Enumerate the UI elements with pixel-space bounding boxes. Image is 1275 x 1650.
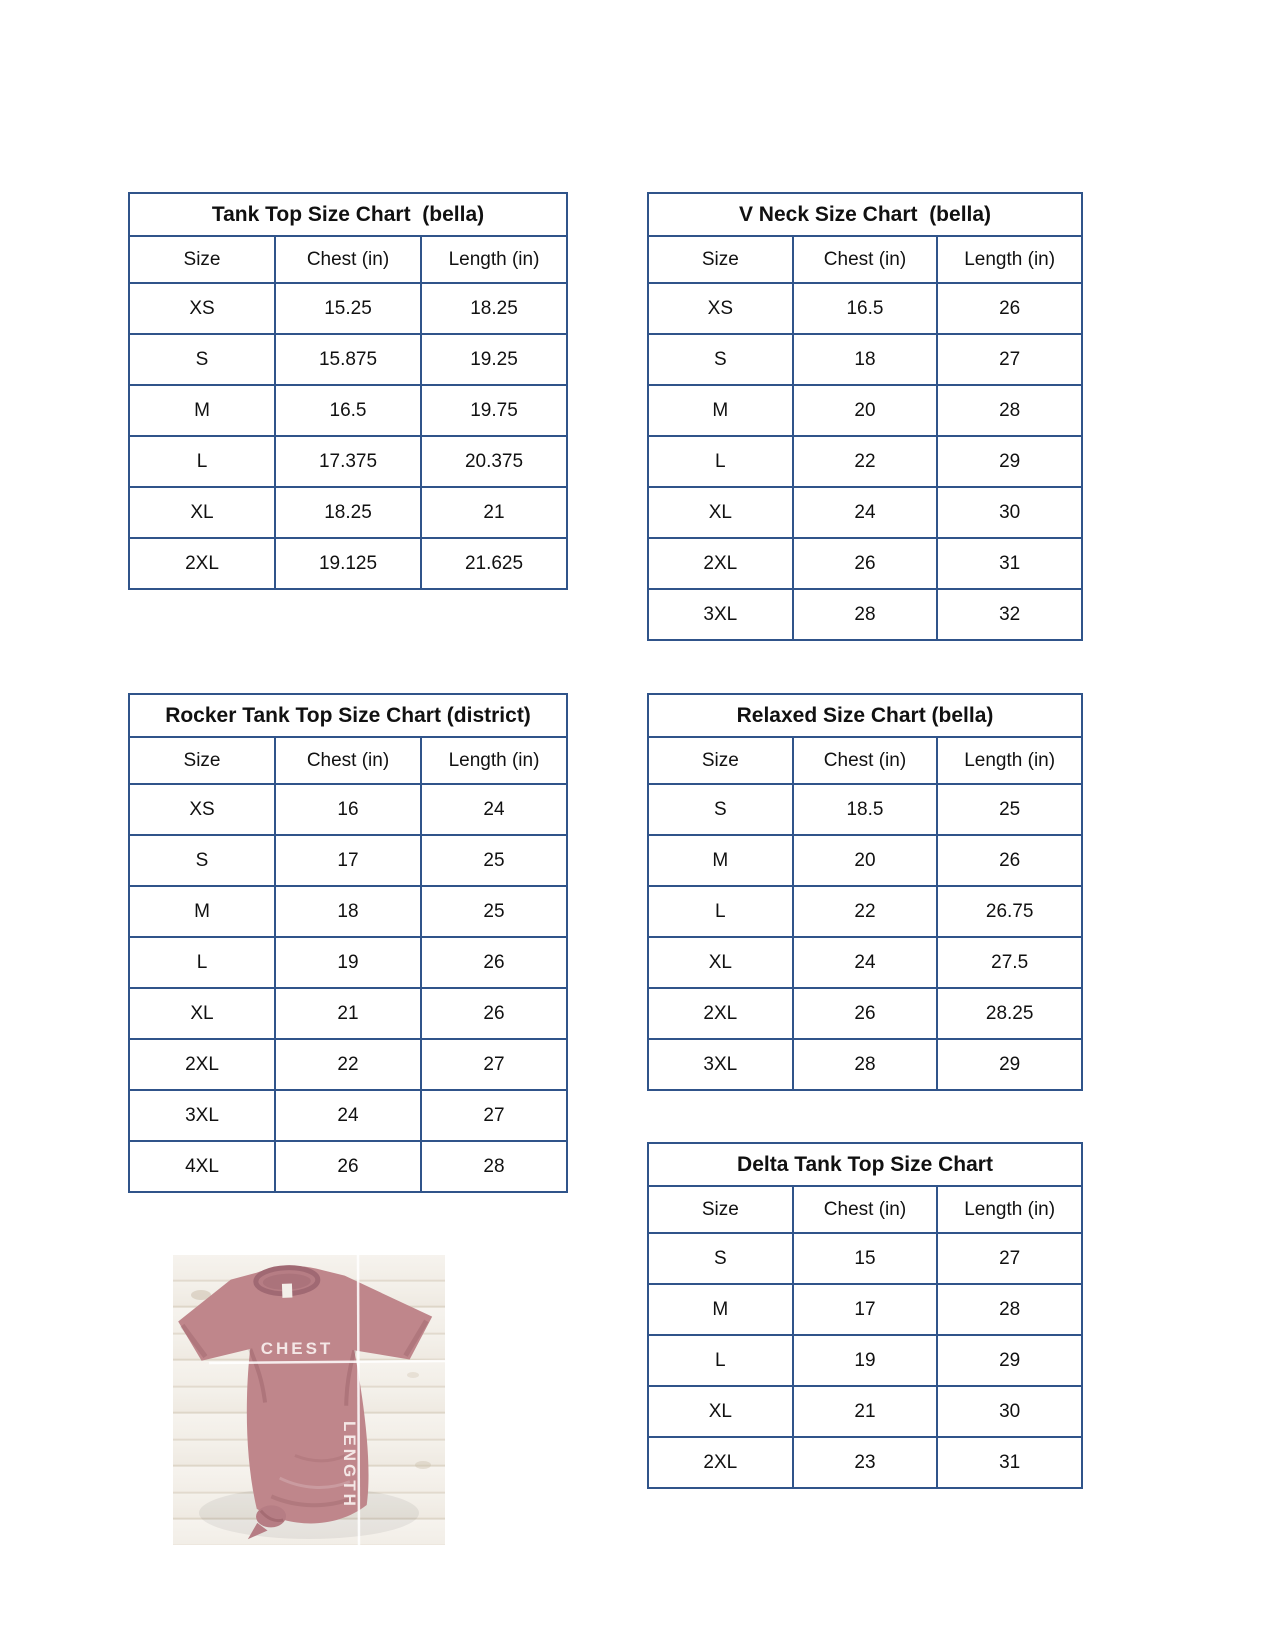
table-cell: 28.25	[937, 988, 1082, 1039]
table-cell: 21.625	[421, 538, 567, 589]
table-row	[129, 283, 567, 334]
table-cell: 2XL	[129, 1039, 275, 1090]
table-cell: 21	[793, 1386, 938, 1437]
relaxed-size-chart-title: Relaxed Size Chart (bella)	[648, 694, 1082, 737]
table-cell: 28	[937, 1284, 1082, 1335]
table-header-row	[648, 737, 1082, 784]
table-cell: 15	[793, 1233, 938, 1284]
table-row	[129, 487, 567, 538]
table-cell: XL	[129, 988, 275, 1039]
table-cell: 26	[421, 937, 567, 988]
table-cell: 15.25	[275, 283, 421, 334]
chest-label: CHEST	[260, 1339, 334, 1358]
table-title-row	[648, 1143, 1082, 1186]
length-label: LENGTH	[340, 1421, 359, 1509]
table-cell: L	[129, 937, 275, 988]
table-cell: 18.5	[793, 784, 938, 835]
table-cell: 18	[793, 334, 938, 385]
table-cell: 2XL	[129, 538, 275, 589]
table-row	[129, 784, 567, 835]
v-neck-size-chart-table	[647, 192, 1083, 641]
table-cell: 26	[793, 988, 938, 1039]
table-row	[648, 988, 1082, 1039]
table-cell: L	[129, 436, 275, 487]
table-cell: 29	[937, 1335, 1082, 1386]
table-header-row	[648, 1186, 1082, 1233]
table-cell: 27	[421, 1090, 567, 1141]
table-cell: 2XL	[648, 988, 793, 1039]
table-cell: 22	[793, 436, 938, 487]
rocker-tank-top-size-chart-title: Rocker Tank Top Size Chart (district)	[129, 694, 567, 737]
table-cell: 26.75	[937, 886, 1082, 937]
table-cell: 20	[793, 835, 938, 886]
delta-tank-top-size-chart-title: Delta Tank Top Size Chart	[648, 1143, 1082, 1186]
table-cell: 28	[793, 1039, 938, 1090]
table-cell: 22	[793, 886, 938, 937]
tank-top-size-chart-header-1: Chest (in)	[275, 236, 421, 283]
table-row	[648, 886, 1082, 937]
table-row	[129, 436, 567, 487]
table-cell: 24	[275, 1090, 421, 1141]
table-cell: 17	[793, 1284, 938, 1335]
table-cell: 31	[937, 1437, 1082, 1488]
table-row	[129, 835, 567, 886]
table-row	[129, 1039, 567, 1090]
table-header-row	[648, 236, 1082, 283]
table-cell: XL	[648, 1386, 793, 1437]
table-cell: 26	[421, 988, 567, 1039]
table-row	[648, 487, 1082, 538]
relaxed-size-chart-header-2: Length (in)	[937, 737, 1082, 784]
table-cell: 4XL	[129, 1141, 275, 1192]
delta-tank-top-size-chart-header-0: Size	[648, 1186, 793, 1233]
table-cell: 17	[275, 835, 421, 886]
table-cell: 25	[937, 784, 1082, 835]
table-cell: 18.25	[421, 283, 567, 334]
table-cell: XL	[129, 487, 275, 538]
table-row	[648, 1284, 1082, 1335]
wood-knot	[407, 1372, 419, 1378]
table-cell: 24	[421, 784, 567, 835]
table-header-row	[129, 236, 567, 283]
v-neck-size-chart-header-1: Chest (in)	[793, 236, 938, 283]
wood-knot	[415, 1461, 431, 1469]
relaxed-size-chart-header-0: Size	[648, 737, 793, 784]
table-cell: 2XL	[648, 1437, 793, 1488]
table-cell: 17.375	[275, 436, 421, 487]
table-cell: 24	[793, 937, 938, 988]
table-cell: 28	[937, 385, 1082, 436]
v-neck-size-chart-title: V Neck Size Chart (bella)	[648, 193, 1082, 236]
table-cell: S	[129, 835, 275, 886]
table-cell: M	[129, 385, 275, 436]
table-cell: 24	[793, 487, 938, 538]
table-row	[648, 385, 1082, 436]
relaxed-size-chart-header-1: Chest (in)	[793, 737, 938, 784]
tank-top-size-chart-grid	[128, 192, 568, 590]
table-cell: 16.5	[275, 385, 421, 436]
table-cell: L	[648, 436, 793, 487]
table-cell: XL	[648, 487, 793, 538]
table-cell: 20	[793, 385, 938, 436]
table-cell: 26	[937, 835, 1082, 886]
table-title-row	[648, 694, 1082, 737]
table-cell: L	[648, 1335, 793, 1386]
relaxed-size-chart-grid	[647, 693, 1083, 1091]
table-cell: 28	[421, 1141, 567, 1192]
table-cell: 26	[937, 283, 1082, 334]
table-cell: XS	[129, 283, 275, 334]
table-cell: 18	[275, 886, 421, 937]
table-cell: 23	[793, 1437, 938, 1488]
table-cell: M	[129, 886, 275, 937]
table-row	[648, 1437, 1082, 1488]
v-neck-size-chart-header-2: Length (in)	[937, 236, 1082, 283]
table-cell: 27.5	[937, 937, 1082, 988]
table-title-row	[129, 694, 567, 737]
table-cell: 27	[421, 1039, 567, 1090]
table-cell: 19.75	[421, 385, 567, 436]
table-row	[129, 1090, 567, 1141]
table-cell: 19	[275, 937, 421, 988]
table-title-row	[648, 193, 1082, 236]
table-row	[129, 385, 567, 436]
table-row	[129, 988, 567, 1039]
table-row	[648, 835, 1082, 886]
table-row	[648, 283, 1082, 334]
table-cell: 22	[275, 1039, 421, 1090]
table-cell: L	[648, 886, 793, 937]
table-cell: 31	[937, 538, 1082, 589]
chest-measure-line	[209, 1361, 445, 1363]
table-cell: XS	[129, 784, 275, 835]
table-cell: S	[129, 334, 275, 385]
table-row	[129, 334, 567, 385]
table-cell: 32	[937, 589, 1082, 640]
table-row	[648, 937, 1082, 988]
table-row	[648, 334, 1082, 385]
table-cell: S	[648, 334, 793, 385]
table-row	[648, 1233, 1082, 1284]
table-cell: XL	[648, 937, 793, 988]
table-cell: S	[648, 784, 793, 835]
table-cell: 3XL	[129, 1090, 275, 1141]
table-row	[648, 436, 1082, 487]
table-cell: 19.125	[275, 538, 421, 589]
delta-tank-top-size-chart-grid	[647, 1142, 1083, 1489]
table-row	[648, 538, 1082, 589]
delta-tank-top-size-chart-header-1: Chest (in)	[793, 1186, 938, 1233]
delta-tank-top-size-chart-header-2: Length (in)	[937, 1186, 1082, 1233]
table-cell: 21	[421, 487, 567, 538]
table-cell: 3XL	[648, 1039, 793, 1090]
table-row	[129, 886, 567, 937]
table-cell: 20.375	[421, 436, 567, 487]
table-row	[648, 589, 1082, 640]
table-cell: M	[648, 385, 793, 436]
table-cell: 28	[793, 589, 938, 640]
care-tag	[282, 1284, 292, 1298]
table-row	[648, 1335, 1082, 1386]
table-title-row	[129, 193, 567, 236]
table-cell: 18.25	[275, 487, 421, 538]
table-cell: M	[648, 835, 793, 886]
table-cell: 27	[937, 334, 1082, 385]
table-cell: 30	[937, 1386, 1082, 1437]
rocker-tank-top-size-chart-header-2: Length (in)	[421, 737, 567, 784]
table-cell: 27	[937, 1233, 1082, 1284]
table-cell: 15.875	[275, 334, 421, 385]
table-cell: 19	[793, 1335, 938, 1386]
table-cell: 30	[937, 487, 1082, 538]
table-row	[129, 1141, 567, 1192]
table-cell: 21	[275, 988, 421, 1039]
relaxed-size-chart-table	[647, 693, 1083, 1091]
tank-top-size-chart-header-0: Size	[129, 236, 275, 283]
rocker-tank-top-size-chart-header-1: Chest (in)	[275, 737, 421, 784]
rocker-tank-top-size-chart-header-0: Size	[129, 737, 275, 784]
tshirt-graphic	[173, 1255, 445, 1545]
tank-top-size-chart-table	[128, 192, 568, 590]
table-cell: 2XL	[648, 538, 793, 589]
table-cell: M	[648, 1284, 793, 1335]
table-cell: 29	[937, 1039, 1082, 1090]
rocker-tank-top-size-chart-table	[128, 693, 568, 1193]
table-cell: 26	[275, 1141, 421, 1192]
table-row	[648, 1386, 1082, 1437]
table-cell: 3XL	[648, 589, 793, 640]
table-cell: 19.25	[421, 334, 567, 385]
v-neck-size-chart-grid	[647, 192, 1083, 641]
table-header-row	[129, 737, 567, 784]
tank-top-size-chart-header-2: Length (in)	[421, 236, 567, 283]
table-cell: 16.5	[793, 283, 938, 334]
table-row	[129, 538, 567, 589]
tshirt-measurement-photo	[173, 1255, 445, 1545]
table-cell: 16	[275, 784, 421, 835]
table-cell: 25	[421, 835, 567, 886]
table-row	[648, 1039, 1082, 1090]
table-row	[648, 784, 1082, 835]
table-cell: S	[648, 1233, 793, 1284]
table-cell: 29	[937, 436, 1082, 487]
table-cell: 25	[421, 886, 567, 937]
v-neck-size-chart-header-0: Size	[648, 236, 793, 283]
rocker-tank-top-size-chart-grid	[128, 693, 568, 1193]
tank-top-size-chart-title: Tank Top Size Chart (bella)	[129, 193, 567, 236]
delta-tank-top-size-chart-table	[647, 1142, 1083, 1489]
table-cell: XS	[648, 283, 793, 334]
table-row	[129, 937, 567, 988]
table-cell: 26	[793, 538, 938, 589]
